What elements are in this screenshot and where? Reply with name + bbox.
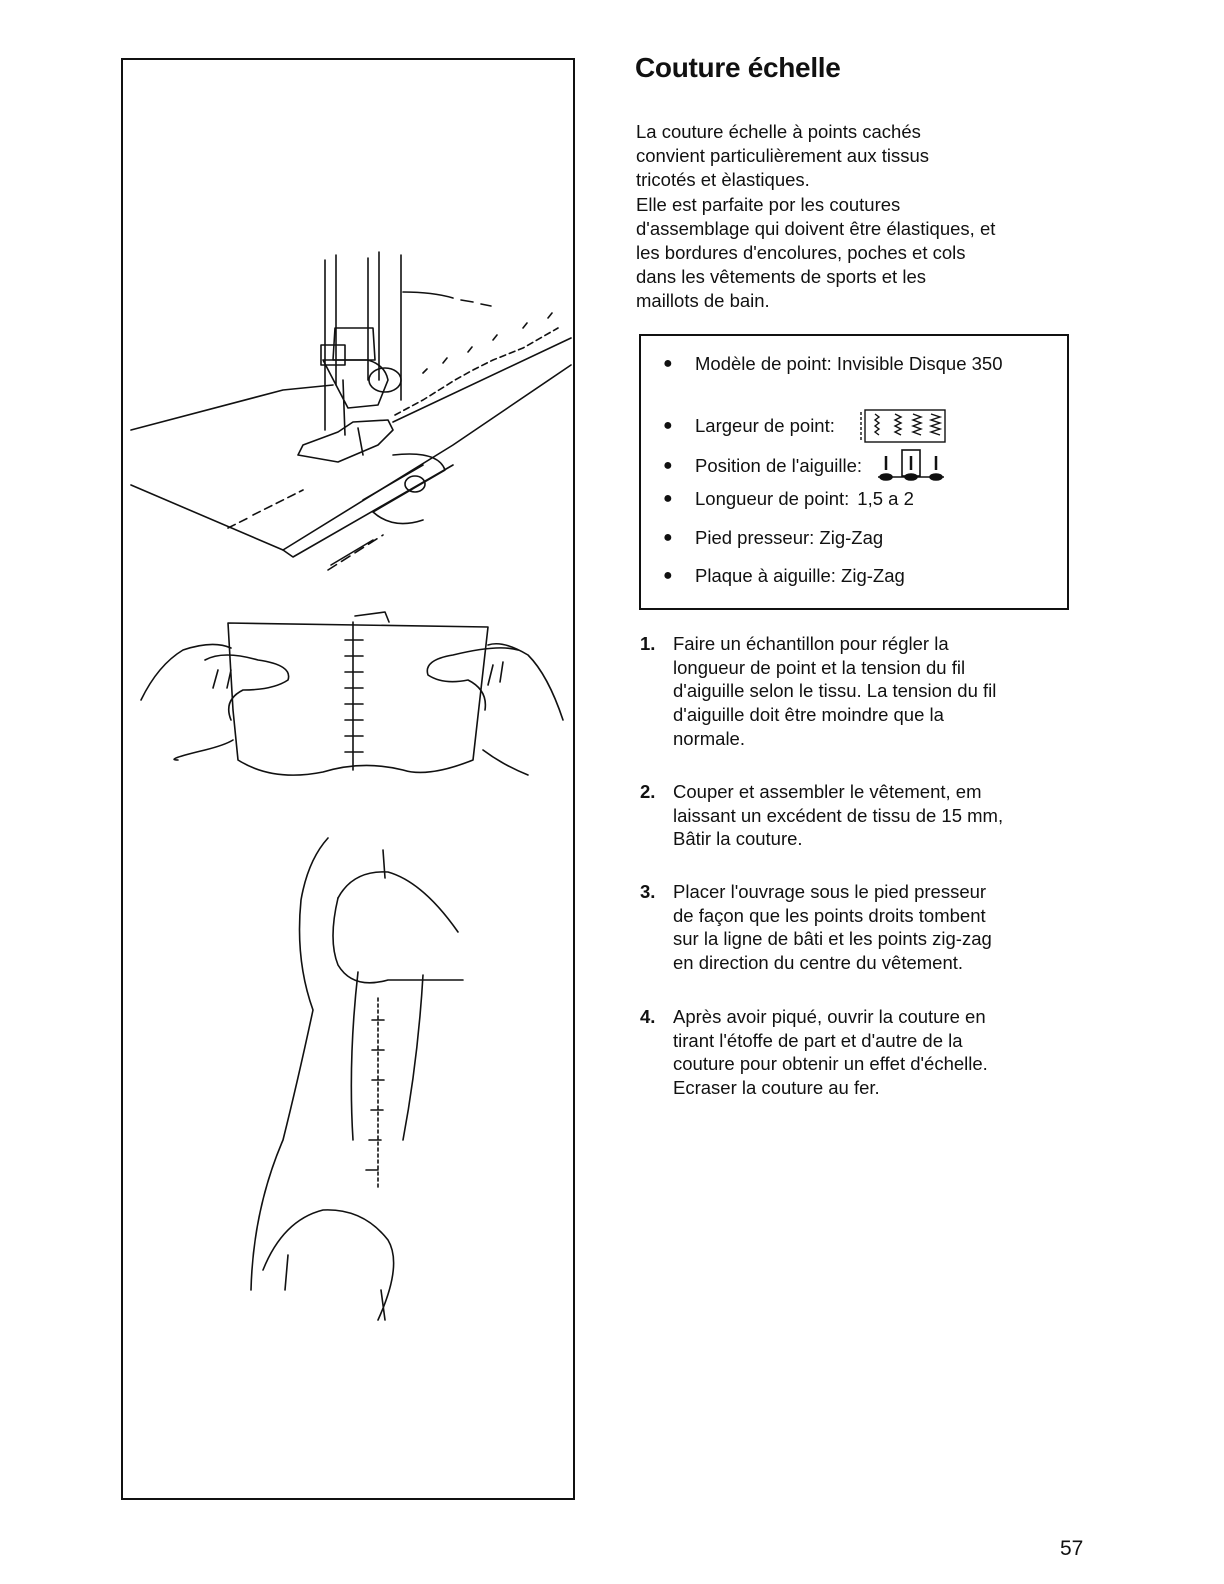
sewing-illustrations [123, 60, 577, 1502]
step-line: Après avoir piqué, ouvrir la couture en [673, 1006, 986, 1027]
setting-label: Longueur de point: [695, 488, 850, 509]
step-number: 2. [640, 781, 656, 802]
step-line: Couper et assembler le vêtement, em [673, 781, 982, 802]
sewing-machine-drawing [131, 252, 571, 570]
bullet-icon: ● [663, 567, 673, 584]
setting-label: Position de l'aiguille: [695, 455, 863, 476]
bullet-icon: ● [663, 490, 673, 507]
page-title: Couture échelle [635, 52, 841, 83]
setting-stitch-length [663, 488, 914, 510]
step-line: Placer l'ouvrage sous le pied presseur [673, 881, 987, 902]
setting-needle-plate [663, 565, 905, 587]
setting-needle-position [663, 448, 946, 484]
step-number: 4. [640, 1006, 656, 1027]
bullet-icon: ● [663, 355, 673, 372]
step-text [673, 780, 1043, 851]
page-number: 57 [1060, 1537, 1084, 1560]
setting-value: 1,5 a 2 [857, 488, 914, 509]
step-line: laissant un excédent de tissu de 15 mm, [673, 804, 1004, 826]
setting-stitch-pattern [663, 353, 1003, 375]
bullet-icon: ● [663, 417, 673, 434]
step-line: d'aiguille doit être moindre que la [673, 704, 944, 726]
illustration-frame [121, 58, 575, 1500]
setting-label: Pied presseur: Zig-Zag [695, 527, 884, 548]
intro-line: d'assemblage qui doivent être élastiques, et [636, 217, 996, 239]
intro-line: dans les vêtements de sports et les [636, 266, 926, 288]
step-line: Bâtir la couture. [673, 828, 803, 850]
step-line: normale. [673, 727, 745, 749]
step-number: 3. [640, 881, 656, 902]
step-text [673, 632, 1043, 751]
needle-position-icon [876, 448, 946, 484]
setting-label: Modèle de point: Invisible Disque 350 [695, 353, 1003, 374]
intro-paragraph [636, 120, 1056, 314]
intro-line: convient particulièrement aux tissus [636, 145, 930, 167]
step-line: Faire un échantillon pour régler la [673, 633, 949, 654]
step-number: 1. [640, 633, 656, 654]
setting-label: Plaque à aiguille: Zig-Zag [695, 565, 905, 586]
step-line: tirant l'étoffe de part et d'autre de la [673, 1029, 963, 1051]
intro-line: maillots de bain. [636, 290, 770, 312]
step-line: longueur de point et la tension du fil [673, 656, 966, 678]
stitch-settings-box [639, 334, 1069, 610]
garment-drawing [251, 838, 463, 1320]
step-line: Ecraser la couture au fer. [673, 1077, 880, 1099]
bullet-icon: ● [663, 529, 673, 546]
bullet-icon: ● [663, 457, 673, 474]
stitch-width-icon [859, 406, 949, 446]
setting-stitch-width [663, 406, 949, 446]
step-line: de façon que les points droits tombent [673, 904, 986, 926]
step-line: en direction du centre du vêtement. [673, 952, 964, 974]
intro-line: La couture échelle à points cachés [636, 121, 921, 142]
step-text [673, 880, 1043, 975]
hands-fabric-drawing [141, 612, 563, 775]
intro-line: Elle est parfaite por les coutures [636, 193, 901, 215]
intro-line: tricotés et èlastiques. [636, 169, 810, 191]
step-line: couture pour obtenir un effet d'échelle. [673, 1053, 988, 1075]
step-text [673, 1005, 1043, 1100]
setting-presser-foot [663, 527, 883, 549]
step-line: d'aiguille selon le tissu. La tension du fil [673, 680, 997, 702]
step-line: sur la ligne de bâti et les points zig-zag [673, 928, 992, 950]
intro-line: les bordures d'encolures, poches et cols [636, 242, 966, 264]
setting-label: Largeur de point: [695, 415, 835, 436]
